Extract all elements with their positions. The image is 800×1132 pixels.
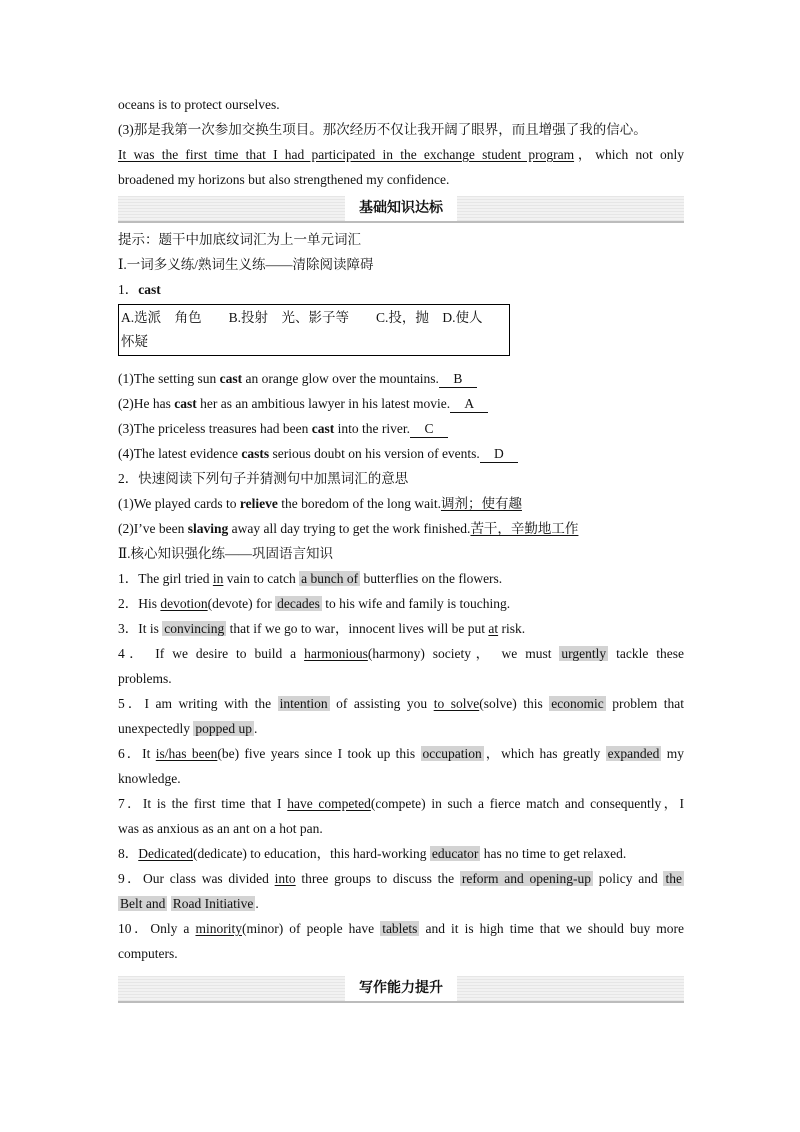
answer-blank: C	[410, 420, 448, 438]
answer-blank: A	[450, 395, 488, 413]
banner-title: 写作能力提升	[345, 976, 457, 1001]
q3-answer: It was the first time that I had participated in the exchange student program	[118, 147, 575, 162]
cast-sentence: (3)The priceless treasures had been cast into the river. C	[118, 416, 684, 441]
answer-blank: B	[439, 370, 477, 388]
section1-title: Ⅰ.一词多义练/熟词生义练——清除阅读障碍	[118, 257, 374, 272]
guess-answer: 调剂；使有趣	[440, 496, 522, 511]
q3-translation-cont: broadened my horizons but also strengthened my confidence.	[118, 172, 450, 187]
cast-sentence: (4)The latest evidence casts serious doubt on his version of events. D	[118, 441, 684, 466]
cast-sentence: (1)The setting sun cast an orange glow over the mountains. B	[118, 366, 684, 391]
section-banner-basic	[118, 196, 684, 223]
exercise-4-cont: problems.	[118, 671, 172, 686]
exercise-2: 2．His devotion(devote) for decades to his wife and family is touching.	[118, 596, 511, 611]
guess-sentence: (2)I’ve been slaving away all day trying to get the work finished.苦干，辛勤地工作	[118, 521, 579, 536]
exercise-8: 8．Dedicated(dedicate) to education，this hard-working educator has no time to get relaxed.	[118, 846, 627, 861]
exercise-9-cont: Belt and Road Initiative .	[120, 896, 259, 911]
definition-line: A.选派 角色 B.投射 光、影子等 C.投，抛 D.使人	[121, 310, 483, 325]
exercise-9: 9．Our class was divided into three groups to discuss the reform and opening-up policy and the	[118, 871, 682, 886]
document-page	[118, 92, 684, 1007]
intro-line: oceans is to protect ourselves.	[118, 97, 280, 112]
hint-text: 提示：题干中加底纹词汇为上一单元词汇	[118, 232, 361, 247]
exercise-5-cont: unexpectedly popped up .	[118, 721, 258, 736]
definition-box	[118, 304, 510, 356]
item1-heading: 1．cast	[118, 282, 161, 297]
item2-heading: 2．快速阅读下列句子并猜测句中加黑词汇的意思	[118, 471, 409, 486]
exercise-3: 3．It is convincing that if we go to war，innocent lives will be put at risk.	[118, 621, 526, 636]
exercise-10: 10．Only a minority(minor) of people have tablets and it is high time that we should buy more	[118, 921, 684, 936]
exercise-7: 7．It is the first time that I have competed(compete) in such a fierce match and consequently，I	[118, 796, 684, 811]
q3-translation: It was the first time that I had participated in the exchange student program，which not only	[118, 147, 684, 162]
section-banner-writing	[118, 976, 684, 1003]
cast-sentence: (2)He has cast her as an ambitious lawyer in his latest movie. A	[118, 391, 684, 416]
definition-line: 怀疑	[121, 334, 148, 349]
guess-sentence: (1)We played cards to relieve the boredom of the long wait.调剂；使有趣	[118, 496, 522, 511]
exercise-4: 4． If we desire to build a harmonious(harmony) society， we must urgently tackle these	[118, 646, 685, 661]
section2-title: Ⅱ.核心知识强化练——巩固语言知识	[118, 546, 334, 561]
q3-chinese: (3)那是我第一次参加交换生项目。那次经历不仅让我开阔了眼界，而且增强了我的信心。	[118, 122, 647, 137]
exercise-10-cont: computers.	[118, 946, 178, 961]
exercise-6-cont: knowledge.	[118, 771, 181, 786]
exercise-6: 6．It is/has been(be) five years since I took up this occupation ，which has greatly expanded my	[118, 746, 684, 761]
exercise-7-cont: was as anxious as an ant on a hot pan.	[118, 821, 323, 836]
exercise-5: 5．I am writing with the intention of assisting you to solve(solve) this economic problem that	[118, 696, 684, 711]
answer-blank: D	[480, 445, 518, 463]
guess-answer: 苦干，辛勤地工作	[470, 521, 579, 536]
exercise-1: 1．The girl tried in vain to catch a bunch of butterflies on the flowers.	[118, 571, 503, 586]
banner-title: 基础知识达标	[345, 196, 457, 221]
